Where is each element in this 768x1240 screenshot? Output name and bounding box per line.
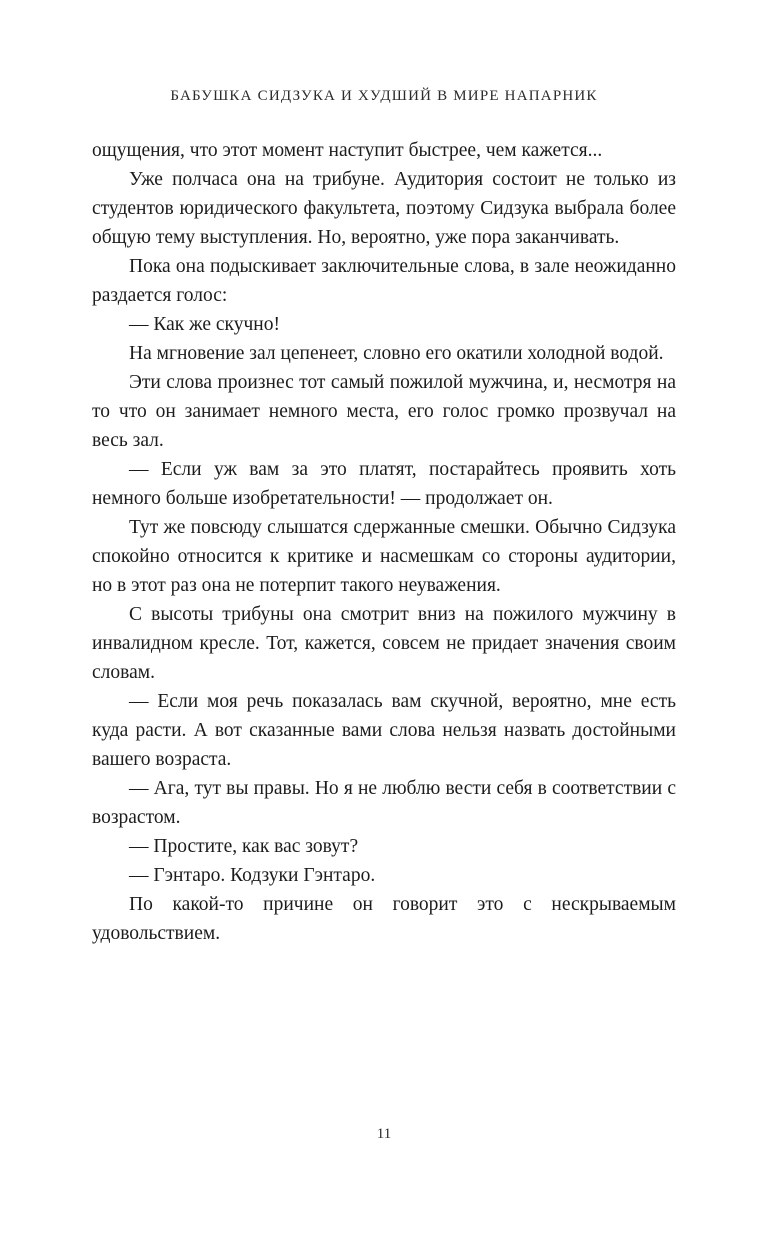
paragraph: ощущения, что этот момент наступит быстрее, чем кажется... (92, 140, 603, 161)
paragraph: Пока она подыскивает заключительные слова, в зале неожиданно раздается голос: (92, 256, 676, 306)
paragraph: По какой-то причине он говорит это с нескрываемым удовольствием. (92, 894, 676, 944)
dialogue-line: — Гэнтаро. Кодзуки Гэнтаро. (129, 865, 376, 886)
running-header: БАБУШКА СИДЗУКА И ХУДШИЙ В МИРЕ НАПАРНИК (170, 88, 598, 104)
dialogue-line: — Ага, тут вы правы. Но я не люблю вести себя в соответствии с возрастом. (92, 778, 676, 828)
paragraph: Тут же повсюду слышатся сдержанные смешки. Обычно Сидзука спокойно относится к критике и насмешкам со стороны аудитории, но в этот раз она не потерпит такого неуважения. (92, 517, 676, 596)
paragraph: С высоты трибуны она смотрит вниз на пожилого мужчину в инвалидном кресле. Тот, кажется, совсем не придает значения своим словам. (92, 604, 676, 683)
paragraph: Уже полчаса она на трибуне. Аудитория состоит не только из студентов юридического факультета, поэтому Сидзука выбрала более общую тему выступления. Но, вероятно, уже пора заканчивать. (92, 169, 676, 248)
body-text (92, 136, 676, 948)
dialogue-line: — Простите, как вас зовут? (129, 836, 359, 857)
paragraph: На мгновение зал цепенеет, словно его окатили холодной водой. (129, 343, 664, 364)
dialogue-line: — Если моя речь показалась вам скучной, вероятно, мне есть куда расти. А вот сказанные вами слова нельзя назвать достойными вашего возраста. (92, 691, 676, 770)
page-number: 11 (376, 1126, 392, 1142)
paragraph: Эти слова произнес тот самый пожилой мужчина, и, несмотря на то что он занимает немного места, его голос громко прозвучал на весь зал. (92, 372, 676, 451)
dialogue-line: — Как же скучно! (129, 314, 280, 335)
dialogue-line: — Если уж вам за это платят, постарайтесь проявить хоть немного больше изобретательности! — продолжает он. (92, 459, 676, 509)
